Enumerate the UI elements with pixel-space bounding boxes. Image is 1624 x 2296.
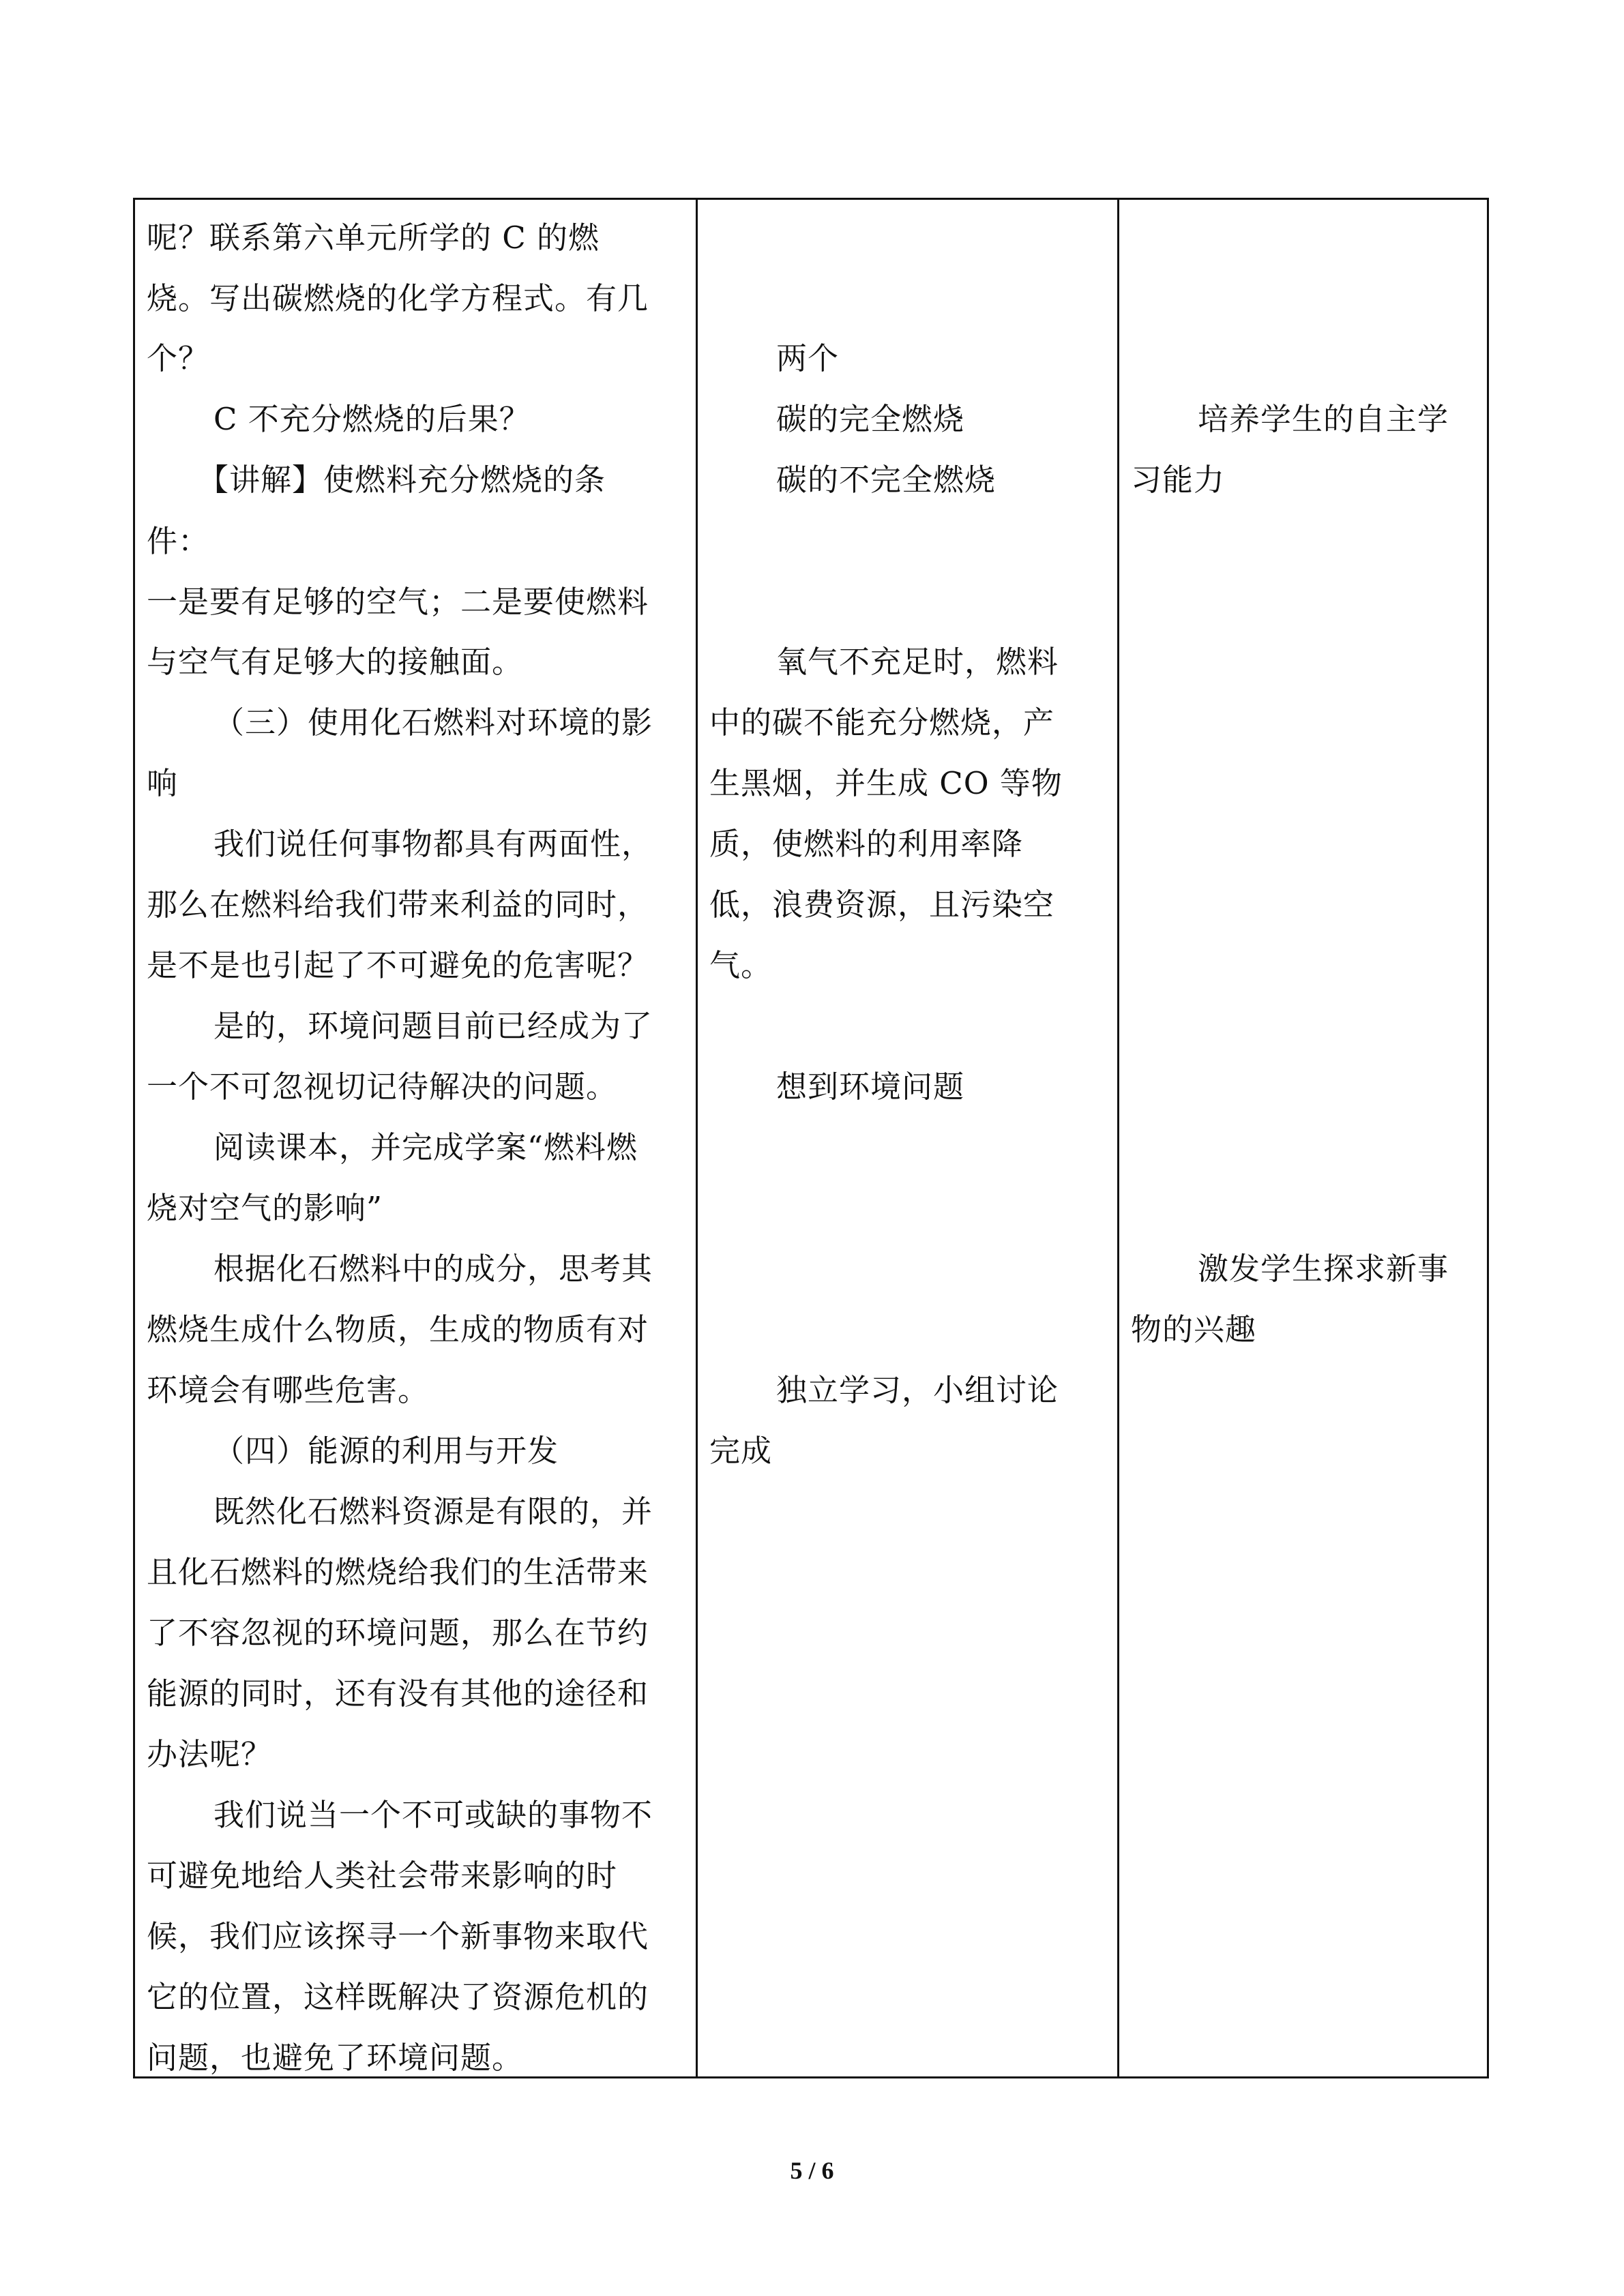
page-number: 5 / 6 — [790, 2157, 834, 2184]
text-line: 质，使燃料的利用率降 — [709, 826, 1024, 862]
text-line: 件： — [147, 523, 210, 559]
text-line: 【讲解】使燃料充分燃烧的条 — [198, 462, 606, 498]
text-line: 习能力 — [1131, 462, 1226, 498]
text-line: 既然化石燃料资源是有限的，并 — [213, 1493, 653, 1530]
text-line: 我们说任何事物都具有两面性， — [213, 826, 653, 862]
text-line: 碳的不完全燃烧 — [776, 462, 996, 498]
text-line: 两个 — [776, 340, 840, 376]
text-line: 生黑烟，并生成 CO 等物 — [709, 765, 1063, 801]
text-line: 低，浪费资源，且污染空 — [709, 886, 1055, 923]
text-line: 一是要有足够的空气；二是要使燃料 — [147, 584, 649, 620]
text-line: 物的兴趣 — [1131, 1311, 1257, 1347]
column-divider — [1117, 200, 1119, 2076]
text-line: 是的，环境问题目前已经成为了 — [213, 1008, 653, 1044]
text-line: 烧。写出碳燃烧的化学方程式。有几 — [147, 280, 649, 316]
section-heading: （三）使用化石燃料对环境的影 — [213, 704, 653, 741]
text-line: 能源的同时，还有没有其他的途径和 — [147, 1675, 649, 1712]
text-line: 我们说当一个不可或缺的事物不 — [213, 1797, 653, 1833]
text-line: 与空气有足够大的接触面。 — [147, 644, 524, 680]
text-line: 中的碳不能充分燃烧，产 — [709, 704, 1055, 741]
text-line: 响 — [147, 765, 179, 801]
text-line: 燃烧生成什么物质，生成的物质有对 — [147, 1311, 649, 1347]
text-line: 碳的完全燃烧 — [776, 401, 965, 437]
text-line: 烧对空气的影响” — [147, 1190, 383, 1226]
text-line: 它的位置，这样既解决了资源危机的 — [147, 1979, 649, 2015]
text-line: 阅读课本，并完成学案“燃料燃 — [213, 1129, 638, 1165]
text-line: 问题，也避免了环境问题。 — [147, 2040, 524, 2076]
text-line: 环境会有哪些危害。 — [147, 1372, 430, 1408]
text-line: C 不充分燃烧的后果？ — [213, 401, 531, 437]
text-line: 气。 — [709, 947, 773, 983]
text-line: 了不容忽视的环境问题，那么在节约 — [147, 1615, 649, 1651]
section-heading: （四）能源的利用与开发 — [213, 1433, 559, 1469]
column-divider — [696, 200, 698, 2076]
text-line: 想到环境问题 — [776, 1069, 965, 1105]
text-line: 完成 — [709, 1433, 773, 1469]
text-line: 且化石燃料的燃烧给我们的生活带来 — [147, 1554, 649, 1590]
text-line: 候，我们应该探寻一个新事物来取代 — [147, 1918, 649, 1954]
text-line: 个？ — [147, 340, 210, 376]
text-line: 一个不可忽视切记待解决的问题。 — [147, 1069, 618, 1105]
text-line: 办法呢？ — [147, 1736, 273, 1772]
text-line: 那么在燃料给我们带来利益的同时， — [147, 886, 649, 923]
text-line: 独立学习，小组讨论 — [776, 1372, 1059, 1408]
text-line: 激发学生探求新事 — [1198, 1251, 1449, 1287]
text-line: 可避免地给人类社会带来影响的时 — [147, 1858, 618, 1894]
text-line: 呢？联系第六单元所学的 C 的燃 — [147, 220, 600, 256]
text-line: 是不是也引起了不可避免的危害呢？ — [147, 947, 649, 983]
text-line: 培养学生的自主学 — [1198, 401, 1449, 437]
text-line: 氧气不充足时，燃料 — [776, 644, 1059, 680]
text-line: 根据化石燃料中的成分，思考其 — [213, 1251, 653, 1287]
